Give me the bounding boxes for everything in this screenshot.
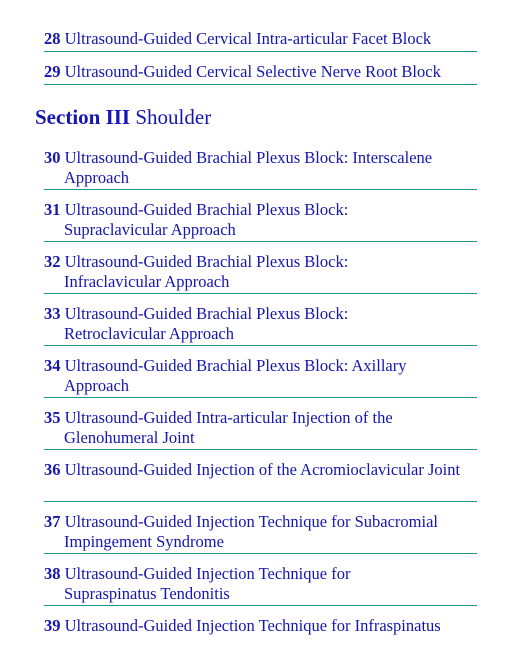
chapter-number: 37 (44, 512, 61, 531)
section-title: Shoulder (135, 105, 212, 129)
toc-link-29[interactable] (44, 62, 464, 82)
chapter-number: 36 (44, 460, 61, 479)
toc-link-36[interactable] (44, 460, 464, 480)
chapter-number: 33 (44, 304, 61, 323)
chapter-title: Ultrasound-Guided Intra-articular Injection of the Glenohumeral Joint (64, 408, 393, 447)
toc-entry-30 (44, 148, 477, 190)
chapter-title: Ultrasound-Guided Brachial Plexus Block: Axillary Approach (64, 356, 407, 395)
chapter-title: Ultrasound-Guided Injection of the Acromioclavicular Joint (64, 460, 461, 479)
toc-link-37[interactable] (44, 512, 484, 552)
chapter-number: 31 (44, 200, 61, 219)
chapter-title: Ultrasound-Guided Injection Technique for Infraspinatus (64, 616, 441, 635)
toc-entry-33 (44, 304, 477, 346)
toc-entry-28 (44, 29, 477, 52)
toc-entry-29 (44, 62, 477, 85)
chapter-title: Ultrasound-Guided Injection Technique for Supraspinatus Tendonitis (64, 564, 351, 603)
toc-entry-36 (44, 460, 477, 502)
toc-link-39[interactable] (44, 616, 497, 636)
toc-link-30[interactable] (44, 148, 464, 188)
section-label: Section III (35, 105, 131, 129)
chapter-number: 35 (44, 408, 61, 427)
toc-link-32[interactable] (44, 252, 394, 292)
toc-link-31[interactable] (44, 200, 394, 240)
toc-entry-37 (44, 512, 477, 554)
chapter-number: 29 (44, 62, 61, 81)
chapter-title: Ultrasound-Guided Brachial Plexus Block: Interscalene Approach (64, 148, 433, 187)
chapter-number: 34 (44, 356, 61, 375)
toc-entry-38 (44, 564, 477, 606)
chapter-number: 32 (44, 252, 61, 271)
chapter-number: 38 (44, 564, 61, 583)
toc-entry-35 (44, 408, 477, 450)
toc-link-38[interactable] (44, 564, 434, 604)
chapter-number: 39 (44, 616, 61, 635)
toc-entry-34 (44, 356, 477, 398)
toc-entry-39 (44, 616, 477, 658)
chapter-title: Ultrasound-Guided Cervical Intra-articular Facet Block (64, 29, 432, 48)
toc-link-35[interactable] (44, 408, 464, 448)
chapter-title: Ultrasound-Guided Injection Technique for Subacromial Impingement Syndrome (64, 512, 438, 551)
chapter-number: 28 (44, 29, 61, 48)
chapter-title: Ultrasound-Guided Brachial Plexus Block: Supraclavicular Approach (64, 200, 349, 239)
toc-link-33[interactable] (44, 304, 394, 344)
chapter-title: Ultrasound-Guided Brachial Plexus Block: Infraclavicular Approach (64, 252, 349, 291)
toc-link-28[interactable] (44, 29, 464, 49)
chapter-title: Ultrasound-Guided Cervical Selective Nerve Root Block (64, 62, 441, 81)
chapter-number: 30 (44, 148, 61, 167)
toc-entry-31 (44, 200, 477, 242)
toc-link-34[interactable] (44, 356, 439, 396)
chapter-title: Ultrasound-Guided Brachial Plexus Block: Retroclavicular Approach (64, 304, 349, 343)
toc-entry-32 (44, 252, 477, 294)
section-heading[interactable] (35, 104, 211, 130)
